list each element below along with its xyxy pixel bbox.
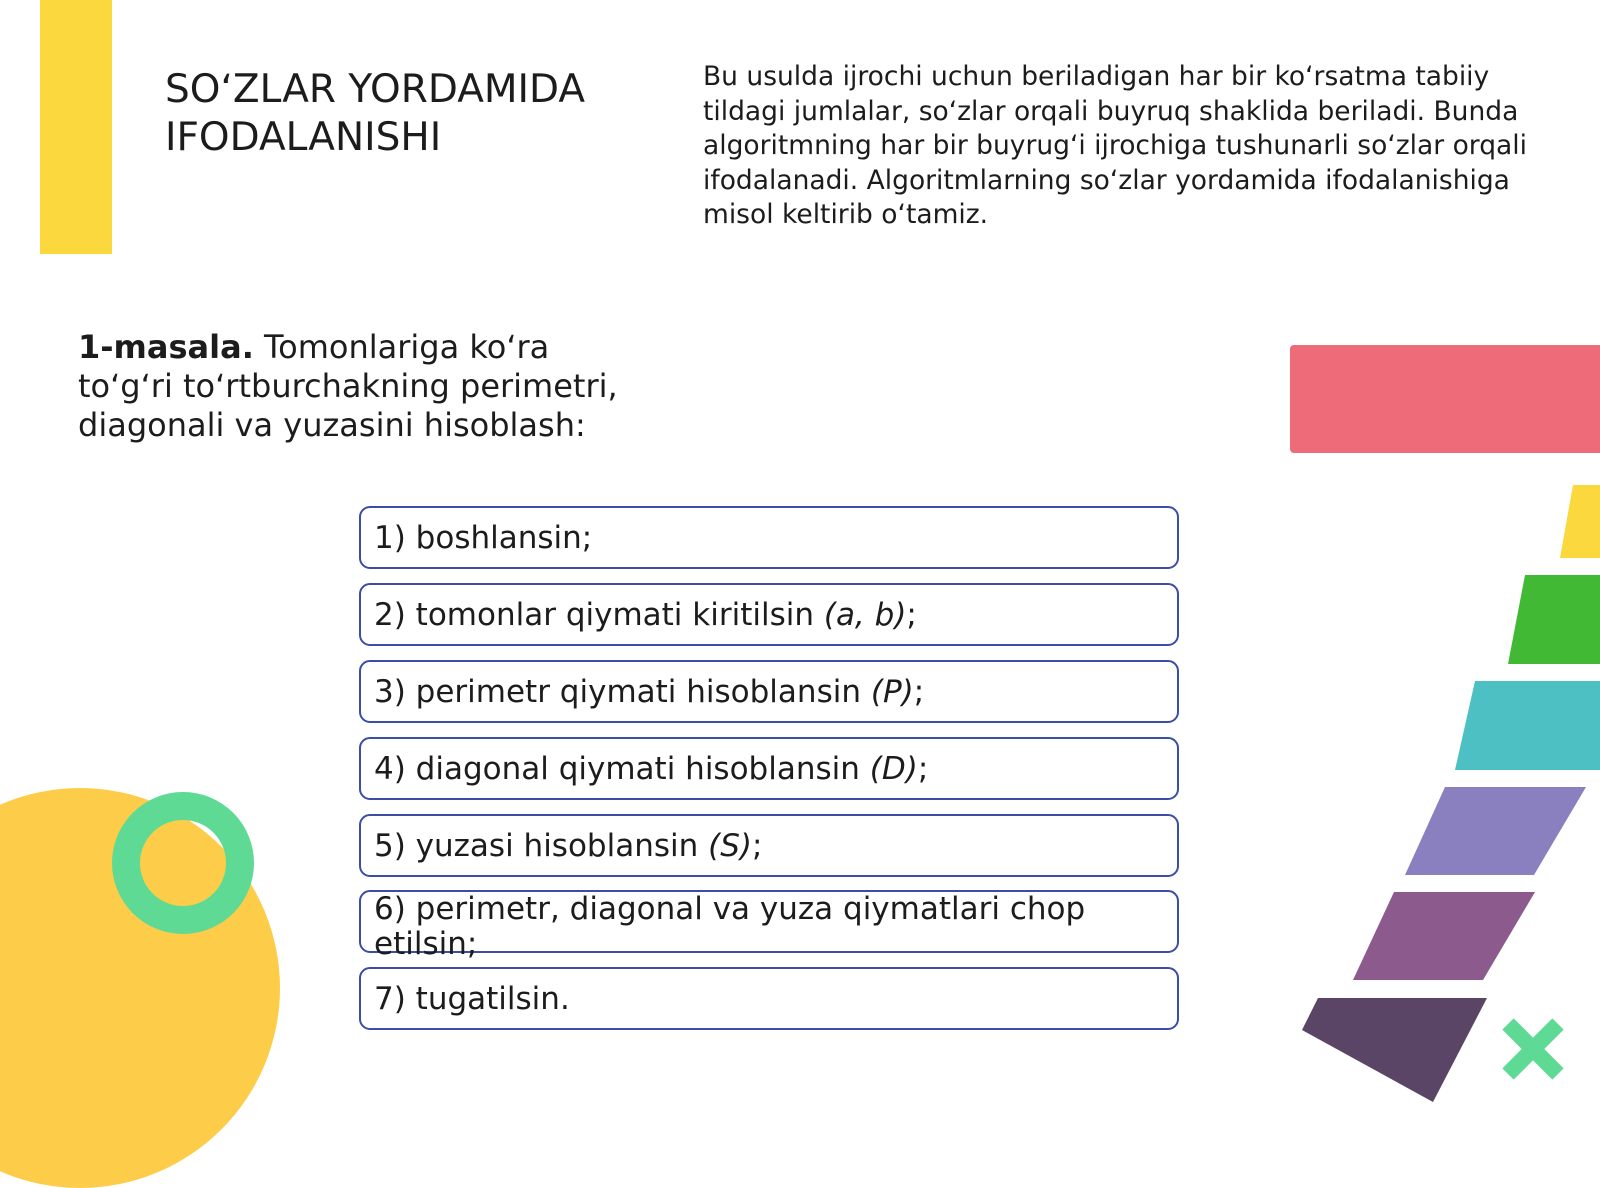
lavender-parallelogram (1405, 787, 1586, 875)
yellow-parallelogram (1560, 485, 1600, 558)
step-2-variable: (a, b) (823, 596, 907, 633)
step-6-text: 6) perimetr, diagonal va yuza qiymatlari chop etilsin; (374, 891, 1086, 962)
step-3 (359, 660, 1179, 723)
step-2-text: 2) tomonlar qiymati kiritilsin (a, b); (374, 596, 917, 633)
step-7-text: 7) tugatilsin. (374, 980, 570, 1017)
step-2 (359, 583, 1179, 646)
step-4 (359, 737, 1179, 800)
step-6 (359, 890, 1179, 962)
step-4-text: 4) diagonal qiymati hisoblansin (D); (374, 750, 929, 787)
step-5-text: 5) yuzasi hisoblansin (S); (374, 827, 763, 864)
title-line-1: SO‘ZLAR YORDAMIDA (165, 67, 586, 112)
task-text-3: diagonali va yuzasini hisoblash: (78, 406, 586, 444)
step-7 (359, 967, 1179, 1030)
green-parallelogram (1508, 575, 1600, 664)
step-4-variable: (D) (869, 750, 918, 787)
task-text-2: to‘g‘ri to‘rtburchakning perimetri, (78, 367, 618, 405)
task-statement (78, 328, 638, 445)
step-3-text: 3) perimetr qiymati hisoblansin (P); (374, 673, 925, 710)
dark-purple-parallelogram (1302, 998, 1487, 1102)
step-5 (359, 814, 1179, 877)
task-label: 1-masala. (78, 328, 254, 366)
purple-parallelogram (1353, 892, 1535, 980)
task-text-1: Tomonlariga ko‘ra (253, 328, 550, 366)
green-ring-decoration (112, 792, 254, 934)
step-1-text: 1) boshlansin; (374, 519, 593, 556)
close-x-icon (1508, 1024, 1558, 1074)
teal-parallelogram (1455, 681, 1600, 770)
stair-decoration (1290, 470, 1600, 1107)
page-title (165, 66, 635, 162)
step-3-variable: (P) (870, 673, 914, 710)
pink-block-decoration (1290, 345, 1600, 453)
intro-paragraph: Bu usulda ijrochi uchun beriladigan har bir ko‘rsatma tabiiy tildagi jumlalar, so‘zlar orqali buyruq shaklida beriladi. Bunda algoritmning har bir buyrug‘i ijrochiga tushunarli so‘zlar orqali ifodalanadi. Algoritmlarning so‘zlar yordamida ifodalanishiga misol keltirib o‘tamiz. (703, 61, 1527, 230)
title-line-2: IFODALANISHI (165, 115, 442, 160)
step-5-variable: (S) (708, 827, 753, 864)
step-1 (359, 506, 1179, 569)
yellow-accent-bar (40, 0, 112, 254)
